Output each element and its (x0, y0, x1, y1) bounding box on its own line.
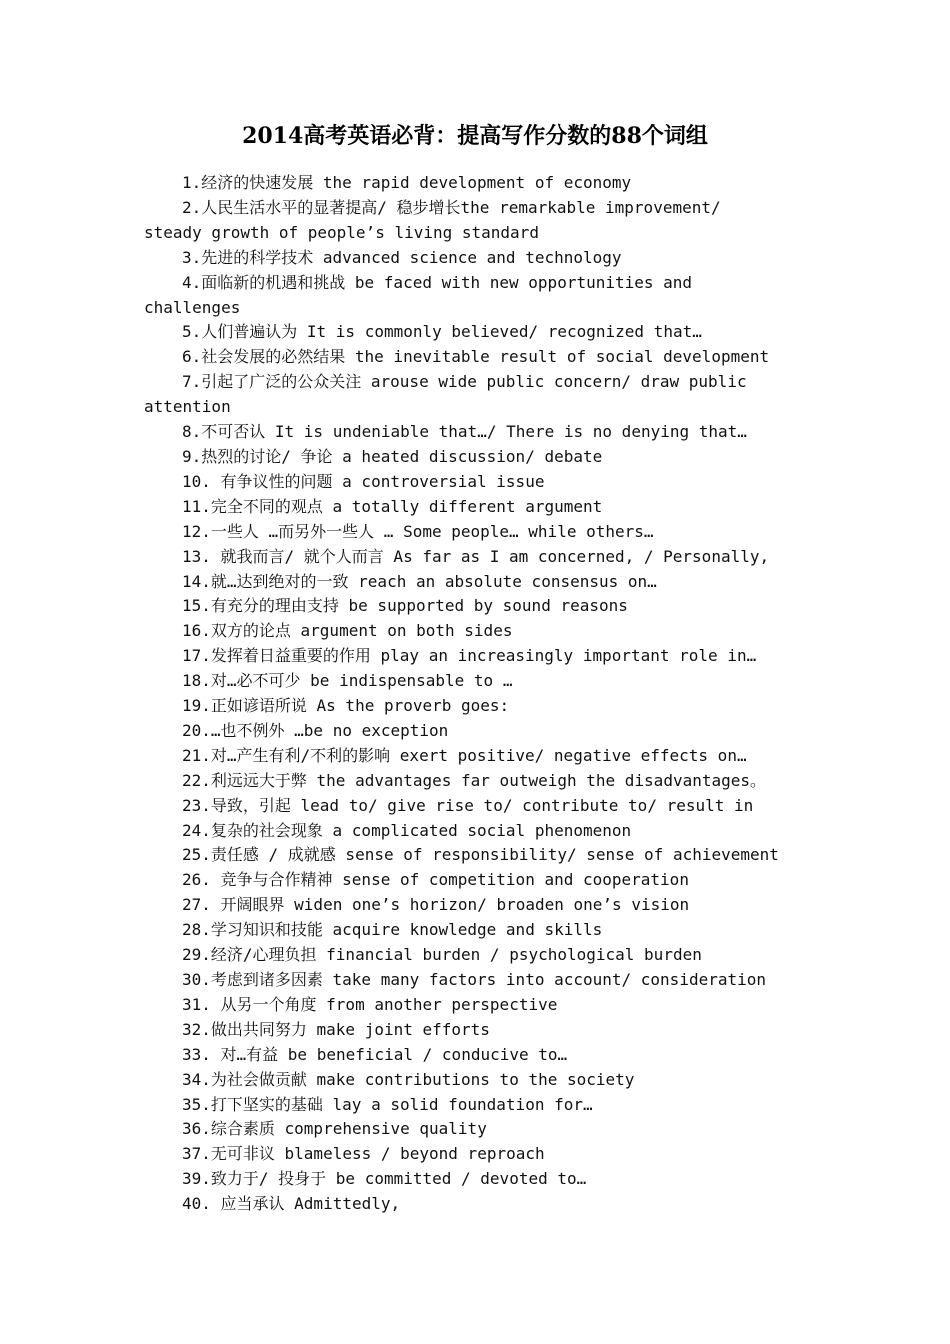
phrase-line: 36.综合素质 comprehensive quality (182, 1119, 487, 1139)
phrase-item (0, 1018, 950, 1043)
phrase-item (0, 1142, 950, 1167)
phrase-line: 19.正如谚语所说 As the proverb goes: (182, 696, 510, 716)
phrase-line: 24.复杂的社会现象 a complicated social phenomenon (182, 820, 632, 840)
phrase-line: 20.…也不例外 …be no exception (182, 720, 449, 740)
phrase-item (0, 993, 950, 1018)
phrase-item (0, 420, 950, 445)
phrase-line: 26. 竞争与合作精神 sense of competition and cooperation (182, 870, 689, 890)
phrase-line: 15.有充分的理由支持 be supported by sound reasons (182, 596, 628, 616)
phrase-line: 39.致力于/ 投身于 be committed / devoted to… (182, 1169, 587, 1189)
page-title: 2014高考英语必背：提高写作分数的88个词组 (242, 123, 708, 149)
phrase-item (0, 520, 950, 545)
phrase-line-continued: challenges (144, 297, 241, 317)
phrase-line: 6.社会发展的必然结果 the inevitable result of social development (182, 347, 770, 367)
phrase-line: 1.经济的快速发展 the rapid development of economy (182, 173, 632, 192)
phrase-item (0, 943, 950, 968)
phrase-line: 33. 对…有益 be beneficial / conducive to… (182, 1044, 568, 1064)
phrase-line: 12.一些人 …而另外一些人 … Some people… while others… (182, 521, 654, 541)
phrase-line: 29.经济/心理负担 financial burden / psychological burden (182, 945, 702, 965)
phrase-line: 17.发挥着日益重要的作用 play an increasingly important role in… (182, 646, 757, 666)
phrase-item (0, 495, 950, 520)
phrase-line: 25.责任感 / 成就感 sense of responsibility/ sense of achievement (182, 845, 779, 865)
phrase-item (0, 694, 950, 719)
phrase-line: 5.人们普遍认为 It is commonly believed/ recognized that… (182, 322, 702, 342)
phrase-list (0, 171, 950, 1217)
phrase-item (0, 445, 950, 470)
phrase-item (0, 594, 950, 619)
phrase-line: 13. 就我而言/ 就个人而言 As far as I am concerned, / Personally, (182, 546, 770, 566)
phrase-item (0, 619, 950, 644)
phrase-item (0, 196, 950, 246)
phrase-item (0, 320, 950, 345)
phrase-line: 32.做出共同努力 make joint efforts (182, 1019, 490, 1039)
phrase-line: 23.导致，引起 lead to/ give rise to/ contribute to/ result in (182, 795, 754, 815)
phrase-line: 21.对…产生有利/不利的影响 exert positive/ negative effects on… (182, 745, 747, 765)
phrase-line: 3.先进的科学技术 advanced science and technology (182, 247, 622, 267)
phrase-item (0, 744, 950, 769)
phrase-item (0, 893, 950, 918)
phrase-line: 14.就…达到绝对的一致 reach an absolute consensus on… (182, 571, 657, 591)
phrase-line: 16.双方的论点 argument on both sides (182, 621, 513, 641)
phrase-line: 31. 从另一个角度 from another perspective (182, 994, 558, 1014)
phrase-item (0, 644, 950, 669)
phrase-line-continued: attention (144, 397, 231, 417)
phrase-line: 18.对…必不可少 be indispensable to … (182, 671, 513, 691)
phrase-item (0, 843, 950, 868)
phrase-item (0, 719, 950, 744)
phrase-item (0, 1192, 950, 1217)
phrase-item (0, 470, 950, 495)
phrase-item (0, 345, 950, 370)
phrase-item (0, 271, 950, 321)
phrase-line: 34.为社会做贡献 make contributions to the society (182, 1069, 635, 1089)
phrase-item (0, 171, 950, 196)
phrase-item (0, 968, 950, 993)
phrase-line: 37.无可非议 blameless / beyond reproach (182, 1144, 545, 1164)
phrase-line: 40. 应当承认 Admittedly, (182, 1194, 401, 1214)
phrase-line: 10. 有争议性的问题 a controversial issue (182, 471, 545, 491)
phrase-item (0, 1167, 950, 1192)
phrase-item (0, 370, 950, 420)
phrase-item (0, 794, 950, 819)
phrase-item (0, 1043, 950, 1068)
phrase-item (0, 769, 950, 794)
phrase-line: 8.不可否认 It is undeniable that…/ There is no denying that… (182, 422, 747, 442)
phrase-line-continued: steady growth of people’s living standard (144, 222, 539, 242)
phrase-item (0, 868, 950, 893)
phrase-item (0, 246, 950, 271)
phrase-line: 7.引起了广泛的公众关注 arouse wide public concern/ draw public (182, 372, 747, 392)
phrase-line: 28.学习知识和技能 acquire knowledge and skills (182, 920, 603, 940)
phrase-line: 11.完全不同的观点 a totally different argument (182, 496, 603, 516)
phrase-item (0, 570, 950, 595)
phrase-line: 2.人民生活水平的显著提高/ 稳步增长the remarkable improvement/ (182, 197, 721, 217)
phrase-item (0, 1117, 950, 1142)
phrase-item (0, 545, 950, 570)
phrase-item (0, 918, 950, 943)
phrase-line: 30.考虑到诸多因素 take many factors into account/ consideration (182, 970, 767, 989)
phrase-line: 35.打下坚实的基础 lay a solid foundation for… (182, 1094, 593, 1114)
phrase-item (0, 1093, 950, 1118)
phrase-item (0, 819, 950, 844)
phrase-line: 4.面临新的机遇和挑战 be faced with new opportunities and (182, 272, 693, 292)
phrase-line: 9.热烈的讨论/ 争论 a heated discussion/ debate (182, 446, 603, 466)
phrase-item (0, 669, 950, 694)
phrase-line: 27. 开阔眼界 widen one’s horizon/ broaden one’s vision (182, 895, 690, 915)
phrase-item (0, 1068, 950, 1093)
phrase-line: 22.利远远大于弊 the advantages far outweigh the disadvantages。 (182, 770, 767, 790)
